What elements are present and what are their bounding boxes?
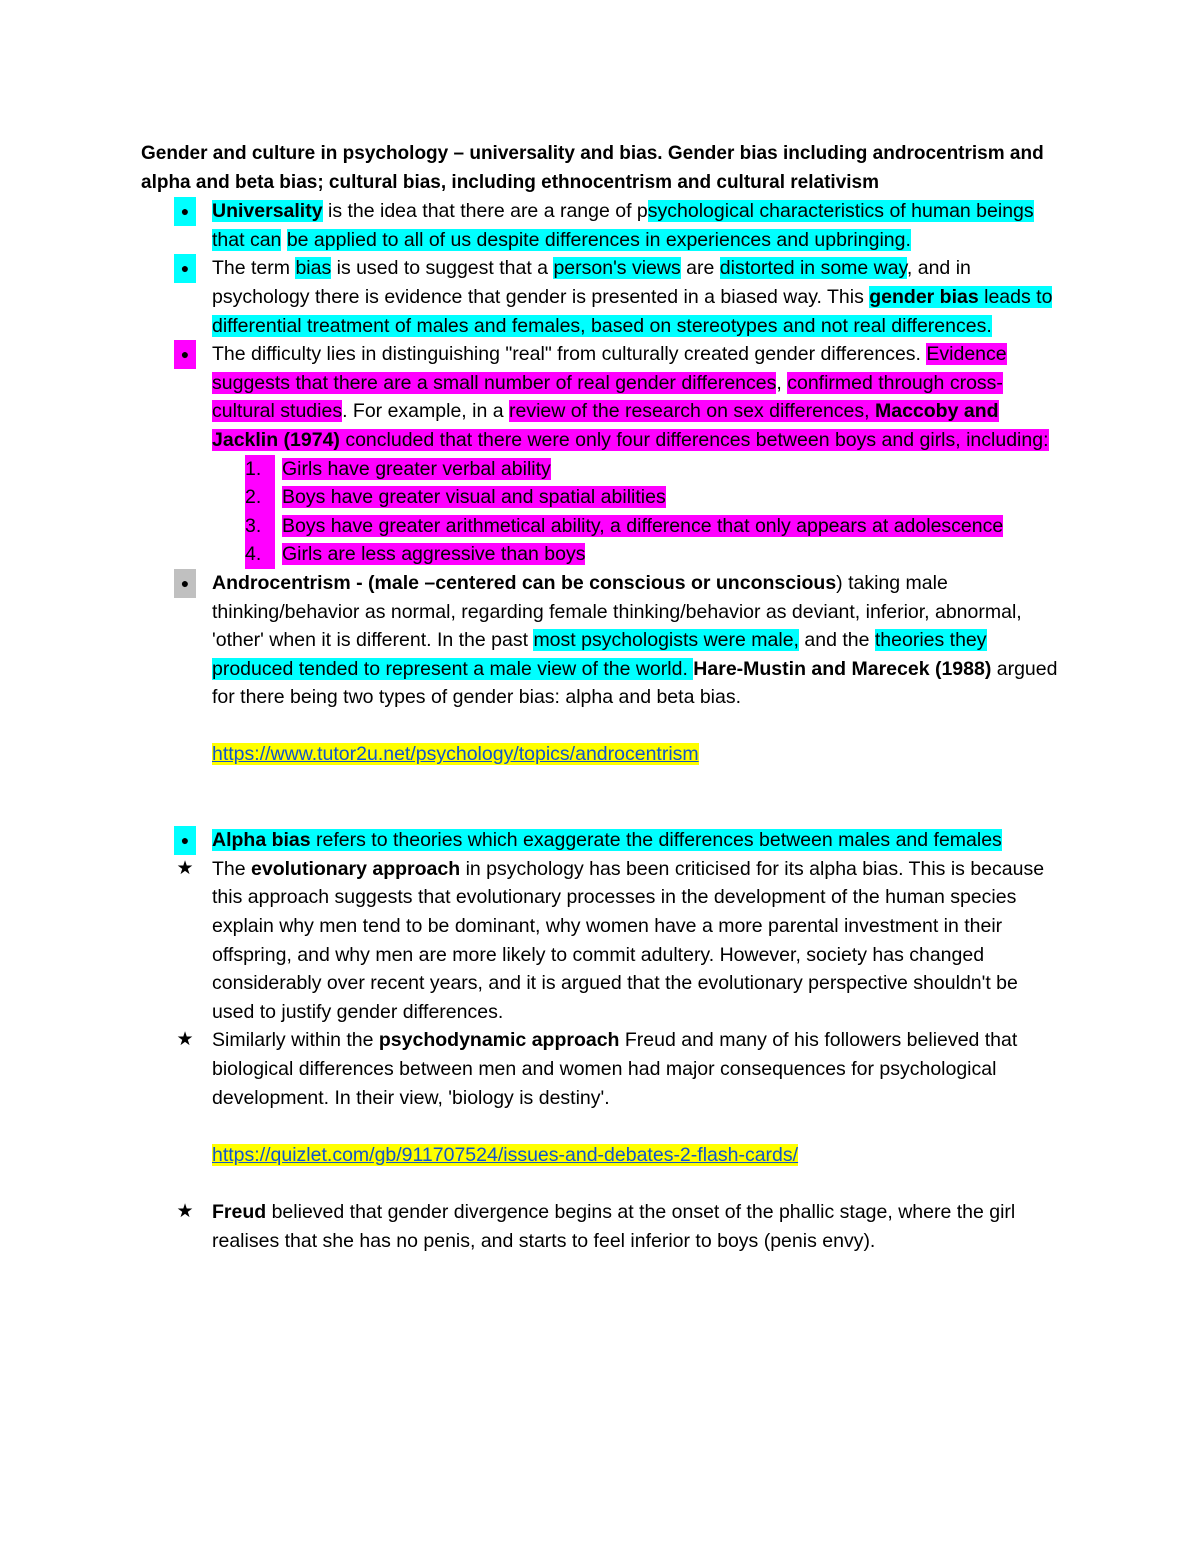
term-alpha-bias: Alpha bias <box>212 829 311 852</box>
difference-text: Boys have greater visual and spatial abilities <box>282 486 666 509</box>
blank-line <box>141 798 1061 827</box>
difference-text: Boys have greater arithmetical ability, a difference that only appears at adolescence <box>282 514 1004 537</box>
star-bullet-icon: ★ <box>176 857 194 879</box>
difficulty-text-1: The difficulty lies in distinguishing "real" from culturally created gender differences. <box>212 343 927 366</box>
star-bullet-icon: ★ <box>176 1200 194 1222</box>
bullet-dot-icon: ● <box>174 826 196 855</box>
term-universality: Universality <box>212 200 323 223</box>
bullet-dot-icon: ● <box>174 340 196 369</box>
androcentrism-highlight-1: most psychologists were male, <box>533 629 799 652</box>
bias-highlight-2: person's views <box>553 257 681 280</box>
bullet-bias <box>141 254 1061 340</box>
bias-highlight-3: distorted in some way <box>719 257 907 280</box>
evolutionary-text-1: The <box>212 857 252 880</box>
bullet-difficulty <box>141 340 1061 454</box>
difficulty-text-2: , <box>776 371 788 394</box>
universality-text-1: is the idea that there are a range of p <box>322 200 648 223</box>
star-item-psychodynamic <box>141 1026 1061 1112</box>
difference-text: Girls have greater verbal ability <box>282 457 551 480</box>
bullet-dot-icon: ● <box>174 569 196 598</box>
bullet-dot-icon: ● <box>174 254 196 283</box>
difference-text: Girls are less aggressive than boys <box>282 543 586 566</box>
link-line-quizlet <box>141 1141 1061 1170</box>
list-number: 3. <box>245 512 275 541</box>
psychodynamic-text-2: Freud and many of his followers believed that biological differences between men and women had major consequences for psychological development. In their view, 'biology is destiny'. <box>212 1029 1018 1109</box>
list-item-difference-2 <box>141 483 1061 512</box>
term-gender-bias: gender bias <box>869 285 979 308</box>
link-quizlet-flash-cards[interactable]: https://quizlet.com/gb/911707524/issues-and-debates-2-flash-cards/ <box>212 1143 799 1166</box>
citation-hare-mustin-marecek: Hare-Mustin and Marecek (1988) <box>693 657 992 680</box>
blank-line <box>141 769 1061 798</box>
link-line-tutor2u <box>141 740 1061 769</box>
list-item-difference-4 <box>141 540 1061 569</box>
list-item-difference-1 <box>141 455 1061 484</box>
star-bullet-icon: ★ <box>176 1029 194 1051</box>
term-psychodynamic-approach: psychodynamic approach <box>378 1029 620 1052</box>
document-title: Gender and culture in psychology – universality and bias. Gender bias including androcentrism and alpha and beta bias; cultural bias, including ethnocentrism and cultural relativism <box>141 143 1044 193</box>
bias-text-3: are <box>680 257 720 280</box>
term-freud: Freud <box>212 1200 267 1223</box>
star-item-evolutionary <box>141 855 1061 1027</box>
difficulty-highlight-4: concluded that there were only four differences between boys and girls, including: <box>339 428 1049 451</box>
universality-text-2 <box>281 229 286 251</box>
psychodynamic-text-1: Similarly within the <box>212 1029 379 1052</box>
blank-line <box>141 1169 1061 1198</box>
universality-highlight-2: be applied to all of us despite differences in experiences and upbringing. <box>286 228 911 251</box>
document-content <box>141 140 1061 1255</box>
universality-highlight-1: sychological characteristics of human beings that can <box>212 200 1034 251</box>
androcentrism-text-3: argued for there being two types of gender bias: alpha and beta bias. <box>212 657 1058 709</box>
bias-text-2: is used to suggest that a <box>331 257 554 280</box>
bullet-androcentrism <box>141 569 1061 712</box>
difficulty-text-3: . For example, in a <box>342 400 509 423</box>
list-number: 4. <box>245 540 275 569</box>
difficulty-highlight-3: review of the research on sex differences, <box>508 400 875 423</box>
freud-text: believed that gender divergence begins at the onset of the phallic stage, where the girl realises that she has no penis, and starts to feel inferior to boys (penis envy). <box>212 1200 1016 1252</box>
androcentrism-text-2: and the <box>798 629 875 652</box>
androcentrism-text-1: ) taking male thinking/behavior as normal, regarding female thinking/behavior as deviant, inferior, abnormal, 'other' when it is different. In the past <box>212 571 1022 652</box>
bias-highlight-4: leads to differential treatment of males and females, based on stereotypes and not real differences. <box>212 285 1053 337</box>
star-item-freud <box>141 1198 1061 1255</box>
difficulty-highlight-2: confirmed through cross-cultural studies <box>212 371 1003 423</box>
bias-text-4: , and in psychology there is evidence that gender is presented in a biased way. This <box>212 257 971 308</box>
list-number: 2. <box>245 483 275 512</box>
link-tutor2u-androcentrism[interactable]: https://www.tutor2u.net/psychology/topics/androcentrism <box>212 743 699 766</box>
bullet-alpha-bias <box>141 826 1061 855</box>
term-androcentrism: Androcentrism - (male –centered can be conscious or unconscious <box>212 571 837 594</box>
androcentrism-highlight-2: theories they produced tended to represent a male view of the world. <box>212 629 987 680</box>
citation-maccoby-jacklin: Maccoby and Jacklin (1974) <box>212 400 999 451</box>
alpha-bias-highlight: refers to theories which exaggerate the differences between males and females <box>310 829 1002 852</box>
list-number: 1. <box>245 455 275 484</box>
blank-line <box>141 1112 1061 1141</box>
bullet-universality <box>141 197 1061 254</box>
blank-line <box>141 712 1061 741</box>
bullet-dot-icon: ● <box>174 197 196 226</box>
list-item-difference-3 <box>141 512 1061 541</box>
difficulty-highlight-1: Evidence suggests that there are a small number of real gender differences <box>212 343 1007 394</box>
term-evolutionary-approach: evolutionary approach <box>251 857 461 880</box>
bias-text-1: The term <box>212 257 296 280</box>
bias-highlight-1: bias <box>295 257 332 280</box>
evolutionary-text-2: in psychology has been criticised for its alpha bias. This is because this approach suggests that evolutionary processes in the development of the human species explain why men tend to be dominant, why women have a more parental investment in their offspring, and why men are more likely to commit adultery. However, society has changed considerably over recent years, and it is argued that the evolutionary perspective shouldn't be used to justify gender differences. <box>212 857 1045 1023</box>
